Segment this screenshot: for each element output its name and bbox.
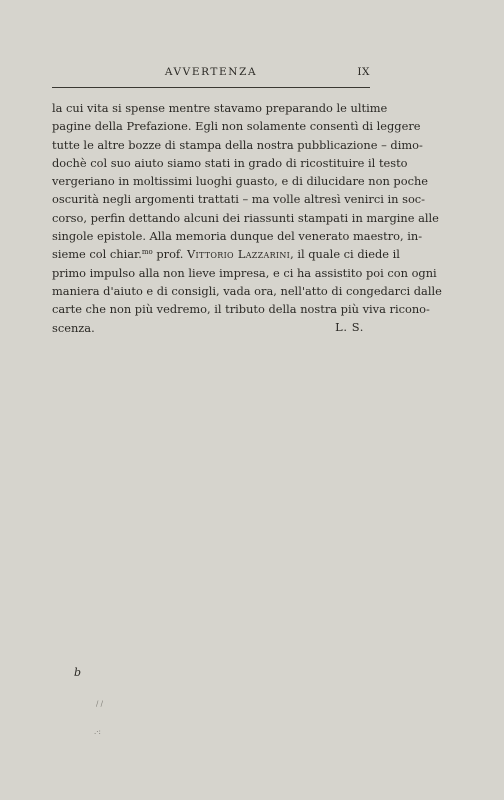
running-title: AVVERTENZA	[164, 66, 258, 78]
text-line: oscurità negli argomenti trattati – ma volle altresì venirci in soc-	[52, 192, 426, 207]
body-paragraph	[52, 99, 442, 337]
page-number: IX	[357, 66, 370, 78]
text-line: scenza.	[52, 320, 95, 335]
text-line: tutte le altre bozze di stampa della nostra pubblicazione – dimo-	[52, 137, 423, 152]
text-line: la cui vita si spense mentre stavamo preparando le ultime	[52, 101, 388, 115]
superscript-abbreviation: mo	[141, 248, 153, 257]
text-line: pagine della Prefazione. Egli non solamente consentì di leggere	[52, 119, 421, 134]
text-line: maniera d'aiuto e di consigli, vada ora, nell'atto di congedarci dalle	[52, 283, 442, 298]
text-fragment: prof.	[152, 247, 187, 262]
header-rule	[52, 87, 370, 88]
person-name: Vittorio Lazzarini	[187, 247, 291, 262]
text-line: corso, perfin dettando alcuni dei riassunti stampati in margine alle	[52, 210, 439, 225]
paper-mark-decoration: / /	[96, 700, 103, 708]
text-line: singole epistole. Alla memoria dunque del venerato maestro, in-	[52, 229, 423, 244]
text-line	[52, 245, 400, 263]
signature-mark: b	[74, 666, 82, 679]
running-head	[52, 66, 370, 82]
signature-initials: L. S.	[335, 320, 364, 334]
text-fragment: , il quale ci diede il	[290, 247, 400, 262]
text-line: carte che non più vedremo, il tributo della nostra più viva ricono-	[52, 302, 430, 317]
text-fragment: sieme col chiar.	[52, 247, 142, 262]
text-line: vergeriano in moltissimi luoghi guasto, e di dilucidare non poche	[52, 174, 429, 189]
text-line: dochè col suo aiuto siamo stati in grado di ricostituire il testo	[52, 155, 408, 170]
text-line: primo impulso alla non lieve impresa, e ci ha assistito poi con ogni	[52, 265, 437, 280]
paper-mark-decoration: .·:	[94, 728, 101, 736]
